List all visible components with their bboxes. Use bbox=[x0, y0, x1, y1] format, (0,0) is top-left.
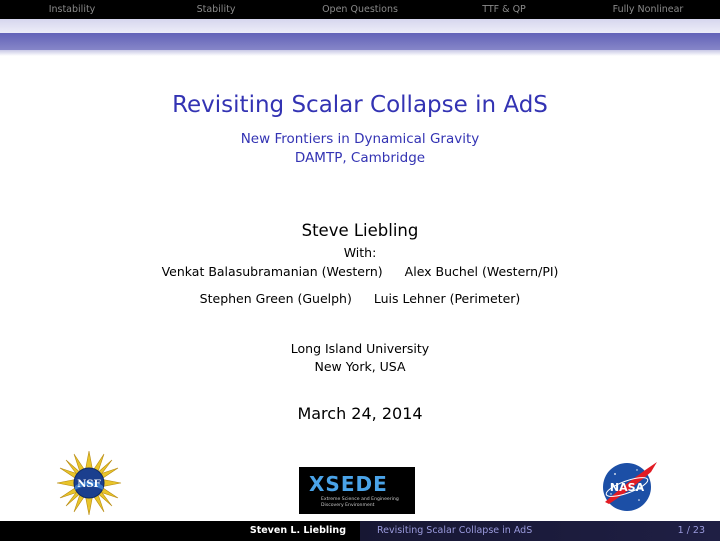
institution-name: Long Island University bbox=[290, 341, 430, 356]
xsede-tagline-2: Discovery Environment bbox=[321, 503, 375, 508]
header-band bbox=[0, 33, 720, 50]
slide-title: Revisiting Scalar Collapse in AdS bbox=[172, 92, 548, 118]
collaborator-name: Stephen Green (Guelph) bbox=[199, 291, 352, 306]
nav-item-ttf-qp[interactable]: TTF & QP bbox=[482, 4, 526, 15]
nsf-logo-text: NSF bbox=[77, 479, 101, 490]
collaborator-name: Alex Buchel (Western/PI) bbox=[404, 264, 559, 279]
nsf-logo bbox=[56, 450, 122, 516]
collaborators-row-2 bbox=[0, 291, 720, 306]
nav-item-stability[interactable]: Stability bbox=[196, 4, 236, 15]
nav-item-fully-nonlinear[interactable]: Fully Nonlinear bbox=[612, 4, 684, 15]
page-number: 1 / 23 bbox=[677, 525, 705, 536]
header-band-light bbox=[0, 19, 720, 33]
with-label: With: bbox=[343, 245, 377, 260]
footer-author: Steven L. Liebling bbox=[249, 525, 346, 536]
xsede-logo-text: XSEDE bbox=[309, 472, 388, 496]
navigation-bar bbox=[0, 0, 720, 19]
venue-name: DAMTP, Cambridge bbox=[294, 150, 426, 166]
footer-author-section bbox=[0, 521, 360, 541]
collaborator-name: Luis Lehner (Perimeter) bbox=[373, 291, 521, 306]
footer-title: Revisiting Scalar Collapse in AdS bbox=[377, 525, 533, 536]
xsede-logo bbox=[299, 467, 415, 514]
collaborators-row-1 bbox=[0, 264, 720, 279]
nasa-logo-text: NASA bbox=[609, 481, 645, 494]
conference-name: New Frontiers in Dynamical Gravity bbox=[240, 131, 480, 147]
collaborator-name: Venkat Balasubramanian (Western) bbox=[161, 264, 383, 279]
institution-location: New York, USA bbox=[314, 359, 406, 374]
footer-title-section bbox=[360, 521, 720, 541]
author-name: Steve Liebling bbox=[301, 221, 419, 240]
nav-item-instability[interactable]: Instability bbox=[48, 4, 96, 15]
nasa-logo bbox=[599, 460, 661, 512]
footer-bar bbox=[0, 521, 720, 541]
header-band-fade bbox=[0, 50, 720, 56]
presentation-date: March 24, 2014 bbox=[297, 404, 423, 423]
xsede-tagline-1: Extreme Science and Engineering bbox=[321, 497, 399, 502]
nav-item-open-questions[interactable]: Open Questions bbox=[322, 4, 398, 15]
